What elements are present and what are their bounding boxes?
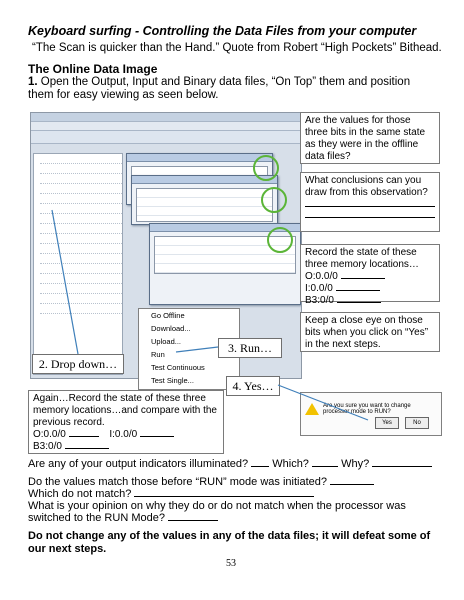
step-1-text: Open the Output, Input and Binary data files, “On Top” them and position them for easy viewing as seen below. [28, 76, 411, 101]
question-not-match [28, 488, 314, 500]
dialog-yes-button[interactable]: Yes [375, 417, 399, 429]
record-binary-label: B3:0/0 [305, 295, 334, 306]
question-box-same-state [300, 112, 440, 164]
menu-item-test-single[interactable]: Test Single... [151, 376, 194, 385]
yes-callout: 4. Yes… [226, 376, 280, 396]
arrow-drop [52, 210, 78, 354]
record-box-before-run [300, 244, 440, 306]
quote-text: “The Scan is quicker than the Hand.” Quote from Robert “High Pockets” Bithead. [32, 42, 442, 54]
menu-item-download[interactable]: Download... [151, 324, 191, 333]
again-output-label: O:0.0/0 [33, 429, 66, 440]
question-match-text: Do the values match those before “RUN” mode was initiated? [28, 476, 327, 488]
answer-line [312, 466, 338, 467]
question-which-text: Which? [272, 458, 309, 470]
answer-line [330, 484, 374, 485]
answer-line [251, 466, 269, 467]
answer-line [168, 520, 218, 521]
answer-line [372, 466, 432, 467]
answer-line [69, 436, 99, 437]
section-heading: The Online Data Image [28, 62, 158, 76]
menu-item-run[interactable]: Run [151, 350, 165, 359]
question-opinion [28, 500, 438, 524]
record-input-label: I:0.0/0 [305, 283, 333, 294]
dialog-no-button[interactable]: No [405, 417, 429, 429]
dialog-message: Are you sure you want to change processor mode to RUN? [323, 403, 411, 415]
answer-line [65, 448, 109, 449]
note-box-watch-bits [300, 312, 440, 352]
step-1-number: 1. [28, 76, 38, 88]
question-opinion-text: What is your opinion on why they do or do not match when the processor was switched to the RUN Mode? [28, 500, 406, 524]
question-match [28, 476, 374, 488]
question-conclusions: What conclusions can you draw from this observation? [305, 175, 428, 198]
menu-item-upload[interactable]: Upload... [151, 337, 182, 346]
question-not-match-text: Which do not match? [28, 488, 132, 500]
record-output-label: O:0.0/0 [305, 271, 338, 282]
page-number: 53 [226, 558, 236, 569]
record-box-after-run [28, 390, 224, 454]
record-title: Record the state of these three memory locations… [305, 247, 419, 270]
question-box-conclusions [300, 172, 440, 232]
again-instruction: Again…Record the state of these three memory locations…and compare with the previous record. [33, 393, 217, 428]
arrow-run [176, 347, 218, 352]
answer-line [336, 290, 380, 291]
again-input-label: I:0.0/0 [109, 429, 138, 440]
answer-line [140, 436, 174, 437]
note-watch-bits: Keep a close eye on those bits when you click on “Yes” in the next steps. [305, 315, 429, 350]
final-warning: Do not change any of the values in any of the data files; it will defeat some of our next steps. [28, 530, 431, 555]
answer-line [341, 278, 385, 279]
question-why-text: Why? [341, 458, 370, 470]
answer-line [134, 496, 314, 497]
question-same-state: Are the values for those three bits in the same state as they were in the offline data files? [305, 115, 426, 162]
again-binary-label: B3:0/0 [33, 441, 62, 452]
page-title: Keyboard surfing - Controlling the Data Files from your computer [28, 24, 417, 38]
question-indicators [28, 458, 432, 470]
drop-down-callout: 2. Drop down… [32, 354, 124, 374]
answer-line [337, 302, 381, 303]
menu-item-test-continuous[interactable]: Test Continuous [151, 363, 205, 372]
run-callout: 3. Run… [218, 338, 282, 358]
arrow-yes [278, 385, 368, 420]
menu-item-go-offline[interactable]: Go Offline [151, 311, 185, 320]
question-indicators-text: Are any of your output indicators illuminated? [28, 458, 249, 470]
